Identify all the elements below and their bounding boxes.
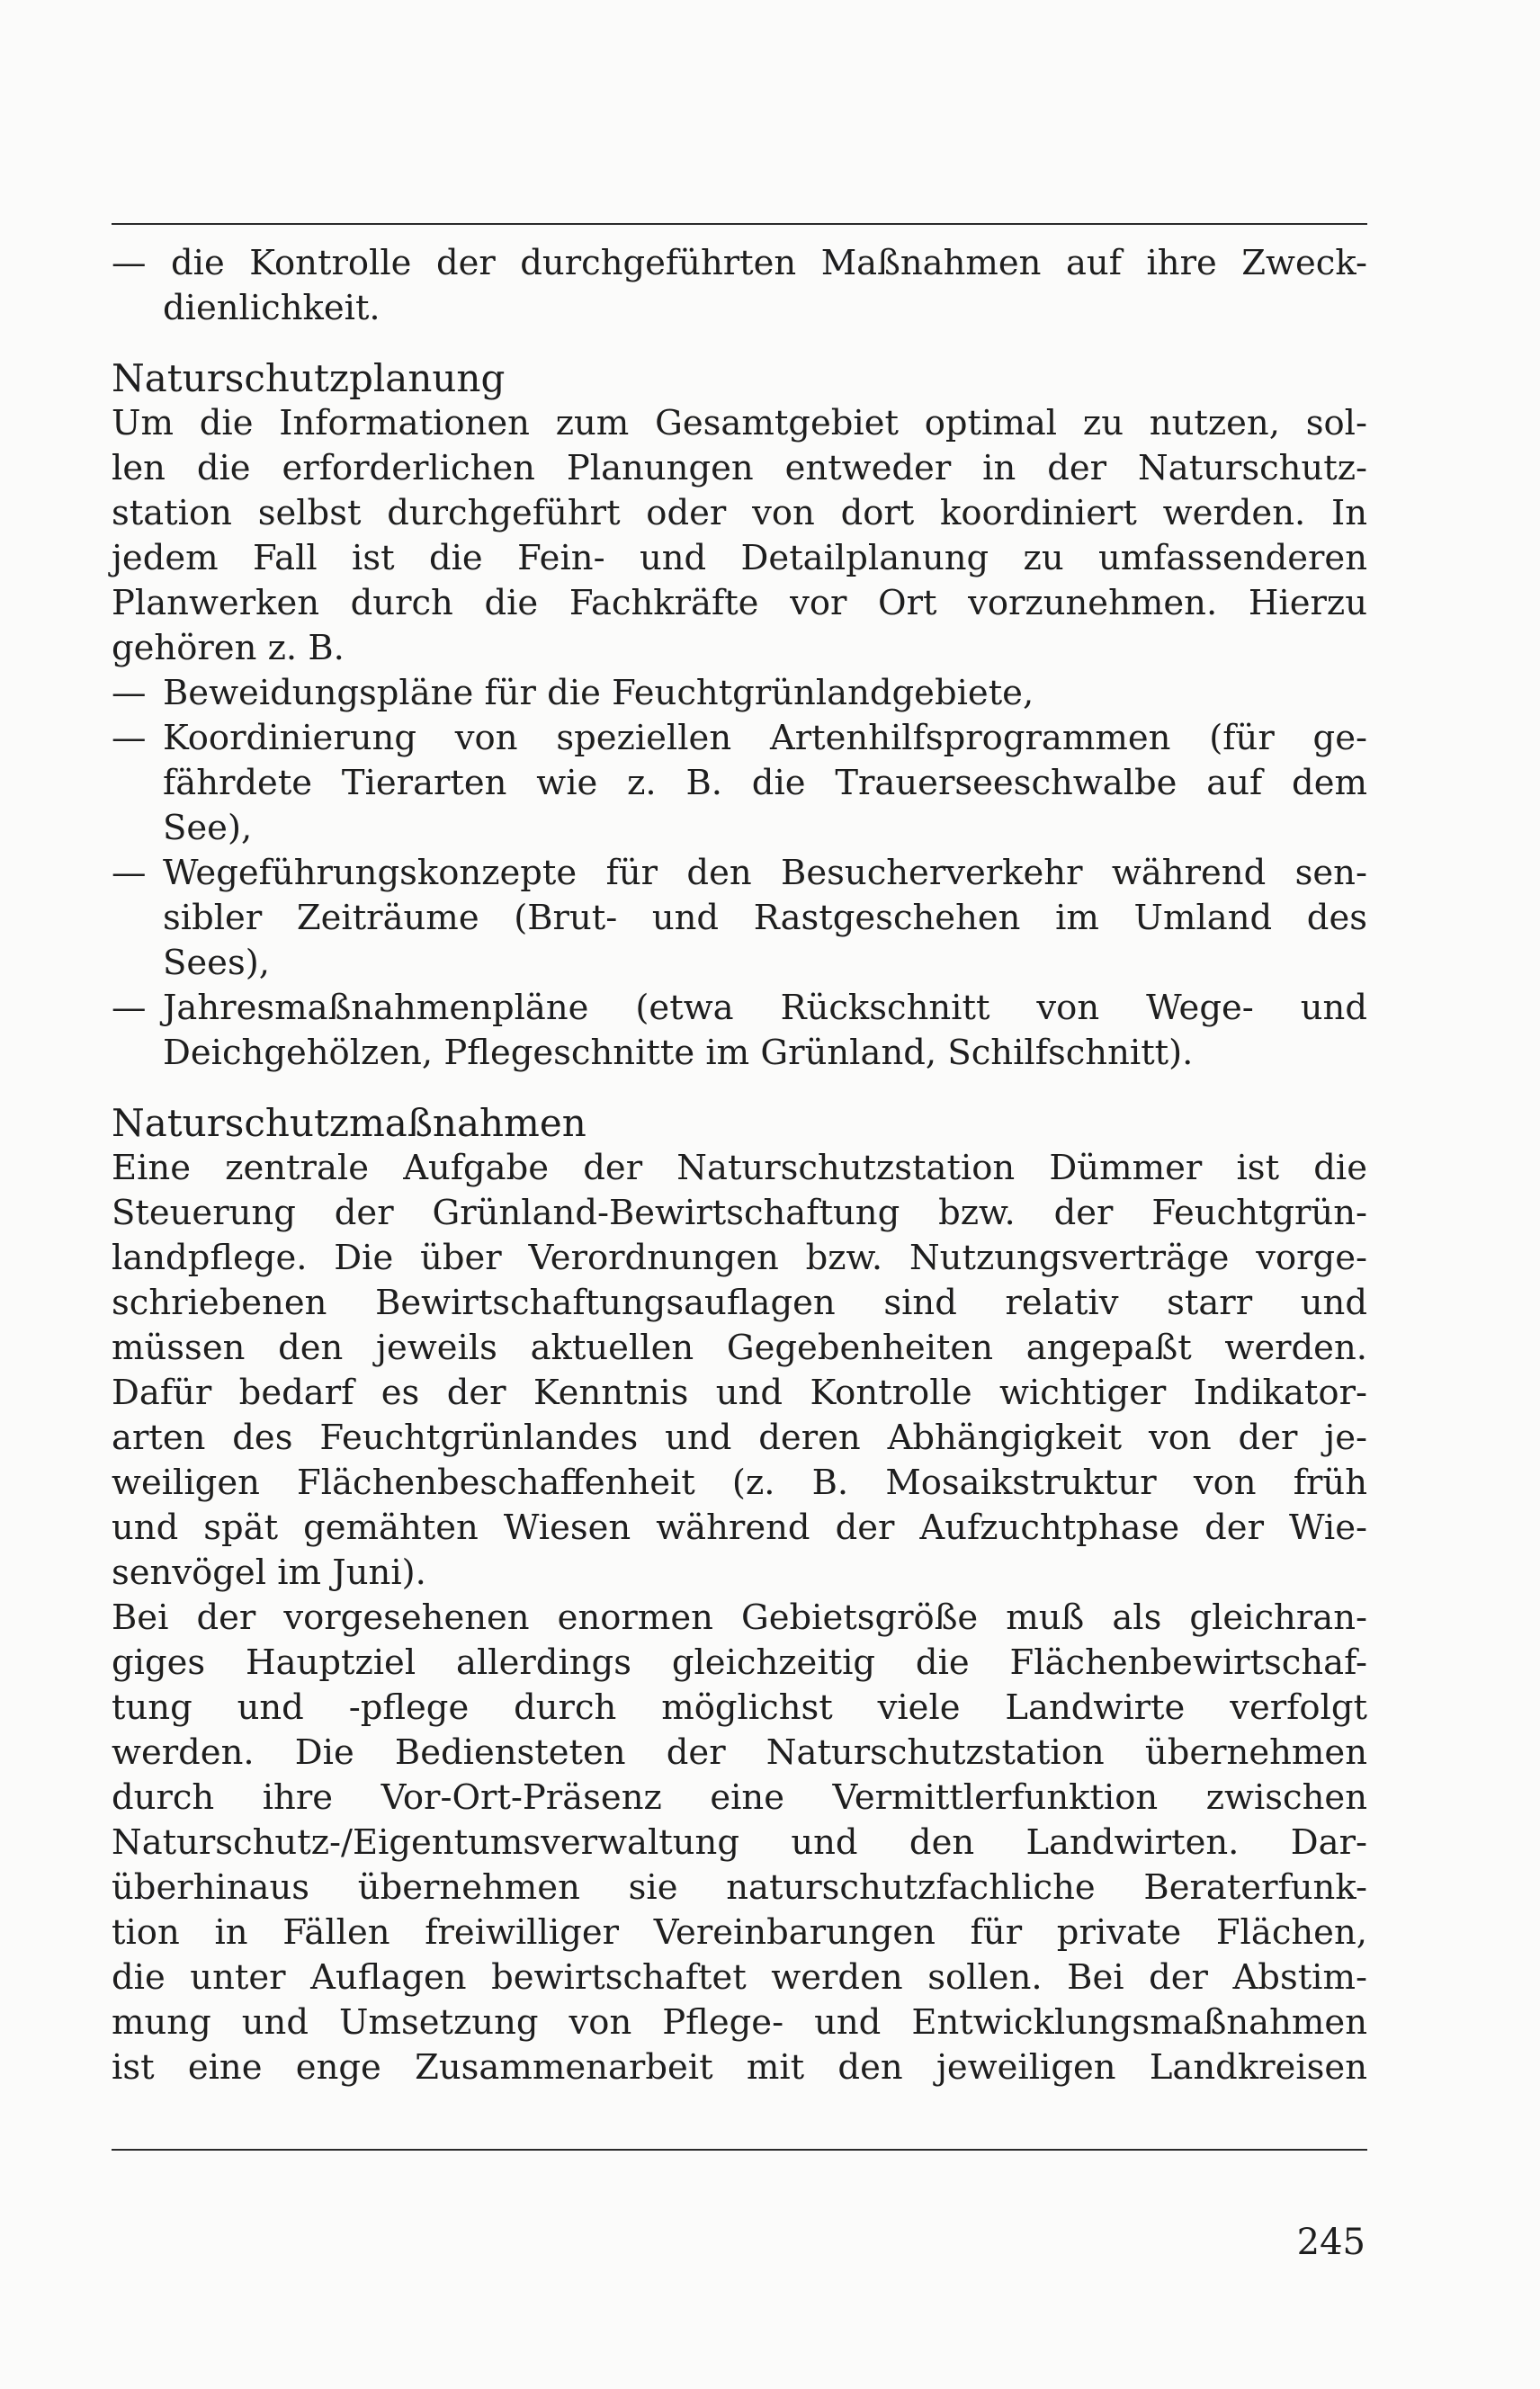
paragraph-line: Bei der vorgesehenen enormen Gebietsgröße muß als gleichran- (112, 1597, 1367, 1638)
dash-marker: — (112, 988, 147, 1028)
intro-line: — die Kontrolle der durchgeführten Maßnahmen auf ihre Zweck- (112, 243, 1367, 283)
list-item-continuation: Deichgehölzen, Pflegeschnitte im Grünland, Schilfschnitt). (163, 1033, 1194, 1073)
paragraph-line: senvögel im Juni). (112, 1552, 426, 1593)
paragraph-line: Um die Informationen zum Gesamtgebiet optimal zu nutzen, sol- (112, 403, 1367, 443)
list-item-continuation: Sees), (163, 943, 270, 983)
bottom-rule (112, 2149, 1367, 2151)
paragraph-line: landpflege. Die über Verordnungen bzw. Nutzungsverträge vorge- (112, 1238, 1367, 1278)
paragraph-line: station selbst durchgeführt oder von dort koordiniert werden. In (112, 493, 1367, 533)
list-item: — Jahresmaßnahmenpläne (etwa Rückschnitt von Wege- und (112, 986, 1367, 1031)
paragraph-line: überhinaus übernehmen sie naturschutzfachliche Beraterfunk- (112, 1867, 1367, 1908)
list-item: — Wegeführungskonzepte für den Besucherverkehr während sen- (112, 851, 1367, 896)
section-heading: Naturschutzmaßnahmen (112, 1101, 586, 1145)
paragraph-line: weiligen Flächenbeschaffenheit (z. B. Mosaikstruktur von früh (112, 1463, 1367, 1503)
paragraph-line: gehören z. B. (112, 628, 345, 668)
top-rule (112, 223, 1367, 225)
section-heading: Naturschutzplanung (112, 356, 506, 400)
paragraph-line: len die erforderlichen Planungen entweder in der Naturschutz- (112, 448, 1367, 488)
paragraph-line: giges Hauptziel allerdings gleichzeitig die Flächenbewirtschaf- (112, 1642, 1367, 1683)
list-item: — Beweidungspläne für die Feuchtgrünlandgebiete, (112, 671, 1367, 716)
intro-line: dienlichkeit. (163, 288, 381, 328)
paragraph-line: tung und -pflege durch möglichst viele Landwirte verfolgt (112, 1687, 1367, 1728)
page-body (112, 241, 1367, 2090)
dash-marker: — (112, 853, 147, 893)
list-item-continuation: See), (163, 808, 253, 848)
paragraph-line: jedem Fall ist die Fein- und Detailplanung zu umfassenderen (112, 538, 1367, 578)
paragraph-line: Steuerung der Grünland-Bewirtschaftung bzw. der Feuchtgrün- (112, 1193, 1367, 1233)
paragraph-line: die unter Auflagen bewirtschaftet werden sollen. Bei der Abstim- (112, 1957, 1367, 1998)
page-number: 245 (1296, 2222, 1365, 2263)
paragraph-line: müssen den jeweils aktuellen Gegebenheiten angepaßt werden. (112, 1328, 1367, 1368)
paragraph-line: ist eine enge Zusammenarbeit mit den jeweiligen Landkreisen (112, 2047, 1367, 2088)
paragraph-line: schriebenen Bewirtschaftungsauflagen sind relativ starr und (112, 1283, 1367, 1323)
paragraph-line: Planwerken durch die Fachkräfte vor Ort vorzunehmen. Hierzu (112, 583, 1367, 623)
list-item-continuation: sibler Zeiträume (Brut- und Rastgeschehen im Umland des (163, 898, 1367, 938)
paragraph-line: und spät gemähten Wiesen während der Aufzuchtphase der Wie- (112, 1508, 1367, 1548)
dash-marker: — (112, 673, 147, 713)
paragraph-line: Dafür bedarf es der Kenntnis und Kontrolle wichtiger Indikator- (112, 1373, 1367, 1413)
paragraph-line: mung und Umsetzung von Pflege- und Entwicklungsmaßnahmen (112, 2002, 1367, 2043)
paragraph-line: arten des Feuchtgrünlandes und deren Abhängigkeit von der je- (112, 1418, 1367, 1458)
paragraph-line: Naturschutz-/Eigentumsverwaltung und den Landwirten. Dar- (112, 1822, 1367, 1863)
paragraph-line: werden. Die Bediensteten der Naturschutzstation übernehmen (112, 1732, 1367, 1773)
paragraph-line: tion in Fällen freiwilliger Vereinbarungen für private Flächen, (112, 1912, 1367, 1953)
list-item-continuation: fährdete Tierarten wie z. B. die Trauerseeschwalbe auf dem (163, 763, 1367, 803)
dash-marker: — (112, 718, 147, 758)
paragraph-line: durch ihre Vor-Ort-Präsenz eine Vermittlerfunktion zwischen (112, 1777, 1367, 1818)
paragraph-line: Eine zentrale Aufgabe der Naturschutzstation Dümmer ist die (112, 1148, 1367, 1188)
list-item: — Koordinierung von speziellen Artenhilfsprogrammen (für ge- (112, 716, 1367, 761)
